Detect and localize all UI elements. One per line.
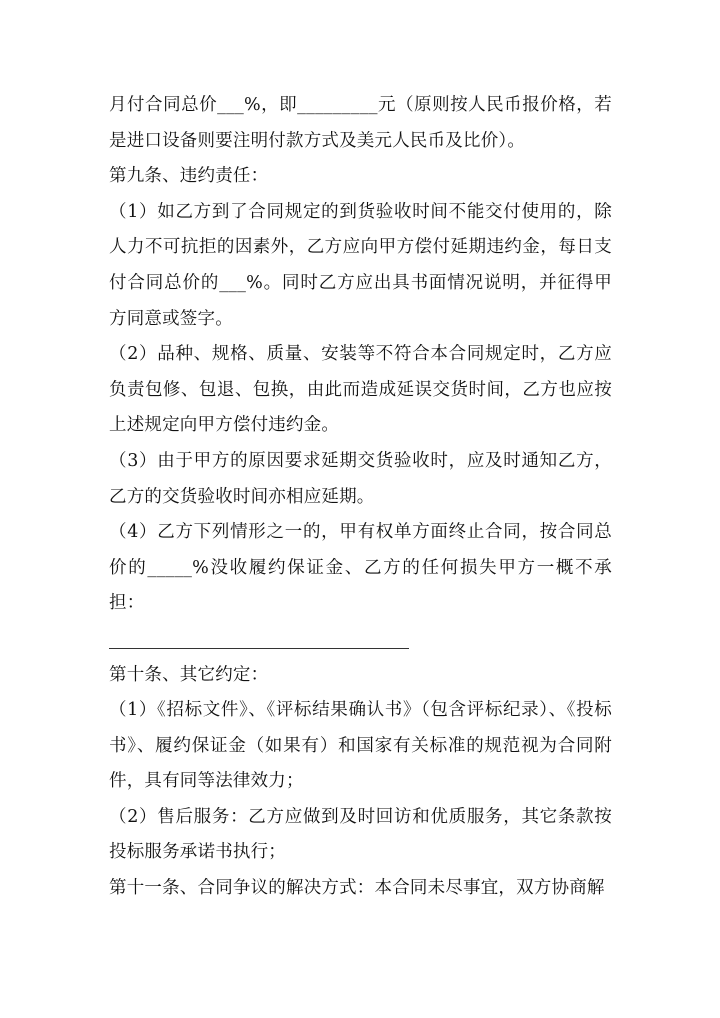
article-9-item-3: （3）由于甲方的原因要求延期交货验收时，应及时通知乙方，乙方的交货验收时间亦相应延期。 — [109, 450, 612, 507]
underline-rule — [109, 648, 409, 649]
article-10-item-2: （2）售后服务：乙方应做到及时回访和优质服务，其它条款按投标服务承诺书执行； — [109, 806, 612, 863]
payment-clause-continuation: 月付合同总价___%，即_________元（原则按人民币报价格，若是进口设备则要注明付款方式及美元人民币及比价）。 — [109, 95, 612, 151]
article-11-heading: 第十一条、合同争议的解决方式：本合同未尽事宜，双方协商解 — [109, 878, 605, 899]
document-body — [109, 88, 612, 907]
article-10-item-1: （1）《招标文件》、《评标结果确认书》（包含评标纪录）、《投标书》、履约保证金（如果有）和国家有关标准的规范视为合同附件，具有同等法律效力； — [109, 700, 612, 792]
article-9-item-2: （2）品种、规格、质量、安装等不符合本合同规定时，乙方应负责包修、包退、包换，由此而造成延误交货时间，乙方也应按上述规定向甲方偿付违约金。 — [109, 344, 612, 436]
article-9-item-4: （4）乙方下列情形之一的，甲有权单方面终止合同，按合同总价的_____%没收履约保证金、乙方的任何损失甲方一概不承担： — [109, 522, 612, 614]
article-10-heading: 第十条、其它约定： — [109, 664, 269, 685]
blank-fill-line — [109, 622, 612, 658]
article-9-item-1: （1）如乙方到了合同规定的到货验收时间不能交付使用的，除人力不可抗拒的因素外，乙方应向甲方偿付延期违约金，每日支付合同总价的___%。同时乙方应出具书面情况说明，并征得甲方同意或签字。 — [109, 201, 612, 329]
article-9-heading: 第九条、违约责任： — [109, 166, 269, 187]
